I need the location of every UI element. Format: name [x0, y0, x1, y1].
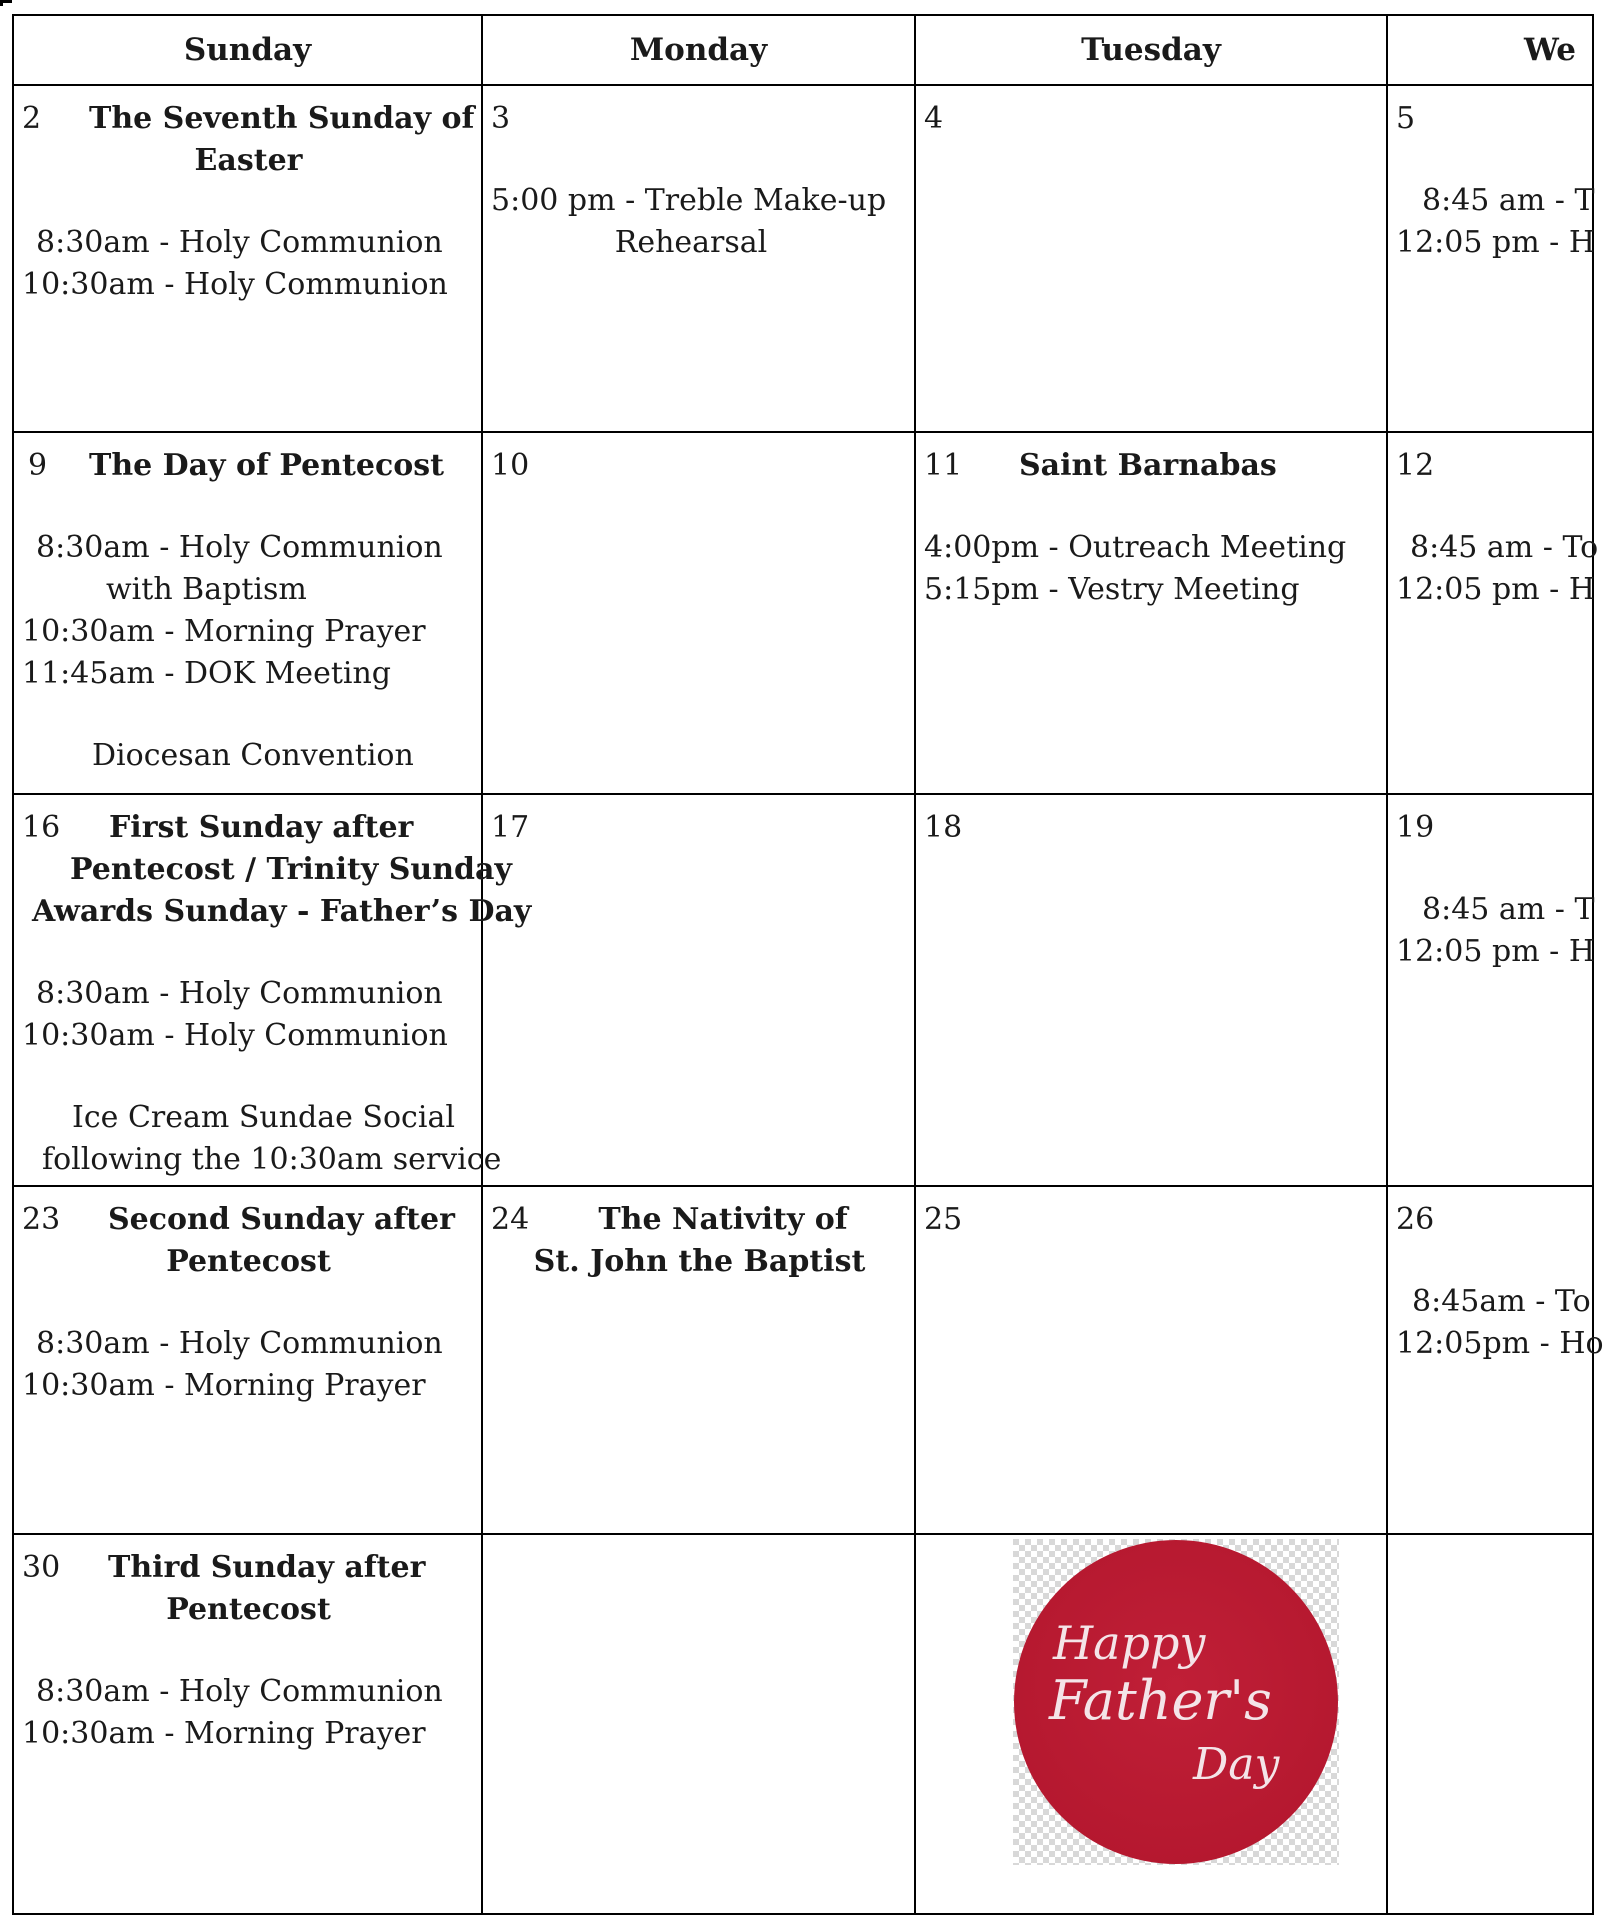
- event-item: 12:05 pm - H: [1396, 572, 1596, 607]
- day-number: 18: [924, 810, 963, 845]
- calendar-grid: [12, 14, 1604, 1915]
- event-item: 10:30am - Morning Prayer: [22, 614, 426, 649]
- header-sunday: Sunday: [13, 15, 482, 85]
- event-item: 5:00 pm - Treble Make-up: [491, 183, 887, 218]
- event-note: Ice Cream Sundae Social: [72, 1100, 455, 1135]
- day-title: Pentecost: [166, 1592, 331, 1627]
- day-cell-image: [915, 1534, 1387, 1914]
- event-item: 8:30am - Holy Communion: [36, 1674, 443, 1709]
- day-cell-18: [915, 794, 1387, 1186]
- day-title: St. John the Baptist: [533, 1244, 866, 1279]
- day-cell-26: [1387, 1186, 1604, 1534]
- day-title: First Sunday after: [109, 810, 414, 845]
- day-title: Pentecost / Trinity Sunday: [70, 852, 512, 887]
- week-row-5: [13, 1534, 1593, 1914]
- day-title: The Day of Pentecost: [89, 448, 444, 483]
- event-item: 11:45am - DOK Meeting: [22, 656, 391, 691]
- day-cell-17: [482, 794, 915, 1186]
- day-number: 24: [491, 1202, 530, 1237]
- day-number: 4: [924, 101, 944, 136]
- event-item: 8:30am - Holy Communion: [36, 976, 443, 1011]
- event-item: 10:30am - Holy Communion: [22, 1018, 448, 1053]
- day-number: 5: [1396, 101, 1416, 136]
- day-title: Second Sunday after: [108, 1202, 455, 1237]
- day-cell-11: [915, 432, 1387, 794]
- day-number: 16: [22, 810, 61, 845]
- day-number: 23: [22, 1202, 61, 1237]
- day-number: 9: [28, 448, 48, 483]
- day-cell-empty-monday: [482, 1534, 915, 1914]
- day-title: Awards Sunday - Father’s Day: [32, 894, 532, 929]
- day-cell-empty-wednesday: [1387, 1534, 1593, 1914]
- event-item: 10:30am - Holy Communion: [22, 267, 448, 302]
- event-item: 10:30am - Morning Prayer: [22, 1716, 426, 1751]
- day-cell-4: [915, 85, 1387, 432]
- day-number: 30: [22, 1550, 61, 1585]
- day-cell-23: [13, 1186, 482, 1534]
- day-cell-9: [13, 432, 482, 794]
- event-item: 8:45 am - To: [1410, 530, 1599, 565]
- day-cell-24: [482, 1186, 915, 1534]
- day-cell-25: [915, 1186, 1387, 1534]
- day-cell-5: [1387, 85, 1596, 432]
- fathers-day-word: Happy: [1053, 1616, 1206, 1670]
- header-tuesday: Tuesday: [915, 15, 1387, 85]
- day-title: Pentecost: [166, 1244, 331, 1279]
- page-corner-mark: [0, 0, 12, 6]
- header-monday: Monday: [482, 15, 915, 85]
- day-title: Saint Barnabas: [1019, 448, 1277, 483]
- day-cell-3: [482, 85, 915, 432]
- day-number: 10: [491, 448, 530, 483]
- day-number: 25: [924, 1202, 963, 1237]
- day-cell-30: [13, 1534, 482, 1914]
- day-title: Third Sunday after: [108, 1550, 426, 1585]
- event-item: Rehearsal: [614, 225, 768, 260]
- day-title: The Nativity of: [598, 1202, 848, 1237]
- day-number: 2: [22, 101, 42, 136]
- week-row-3: [13, 794, 1593, 1186]
- fathers-day-word: Day: [1193, 1739, 1280, 1790]
- day-number: 11: [924, 448, 963, 483]
- week-row-4: [13, 1186, 1593, 1534]
- event-item: 8:45 am - T: [1422, 183, 1595, 218]
- event-item: 8:30am - Holy Communion: [36, 530, 443, 565]
- day-number: 19: [1396, 810, 1435, 845]
- day-number: 12: [1396, 448, 1435, 483]
- day-title: The Seventh Sunday of: [89, 101, 475, 136]
- day-cell-19: [1387, 794, 1596, 1186]
- week-row-1: [13, 85, 1593, 432]
- day-cell-12: [1387, 432, 1599, 794]
- event-item: 8:45 am - T: [1422, 892, 1595, 927]
- event-item: 8:30am - Holy Communion: [36, 225, 443, 260]
- week-row-2: [13, 432, 1593, 794]
- event-note: following the 10:30am service: [42, 1142, 502, 1177]
- weekday-header-row: [13, 15, 1593, 85]
- day-number: 26: [1396, 1202, 1435, 1237]
- day-number: 17: [491, 810, 530, 845]
- fathers-day-image: [1013, 1539, 1339, 1865]
- day-cell-10: [482, 432, 915, 794]
- fathers-day-word: Father's: [1049, 1669, 1272, 1732]
- event-item: with Baptism: [106, 572, 307, 607]
- event-note: Diocesan Convention: [92, 738, 414, 773]
- event-item: 8:45am - To: [1412, 1284, 1591, 1319]
- event-item: 8:30am - Holy Communion: [36, 1326, 443, 1361]
- event-item: 12:05 pm - H: [1396, 225, 1596, 260]
- day-number: 3: [491, 101, 511, 136]
- day-title: Easter: [194, 143, 303, 178]
- event-item: 12:05 pm - H: [1396, 934, 1596, 969]
- day-cell-2: [13, 85, 482, 432]
- event-item: 12:05pm - Ho: [1396, 1326, 1604, 1361]
- event-item: 4:00pm - Outreach Meeting: [924, 530, 1347, 565]
- fathers-day-graphic: [1013, 1539, 1339, 1865]
- header-wednesday: We: [1387, 15, 1593, 85]
- event-item: 10:30am - Morning Prayer: [22, 1368, 426, 1403]
- event-item: 5:15pm - Vestry Meeting: [924, 572, 1300, 607]
